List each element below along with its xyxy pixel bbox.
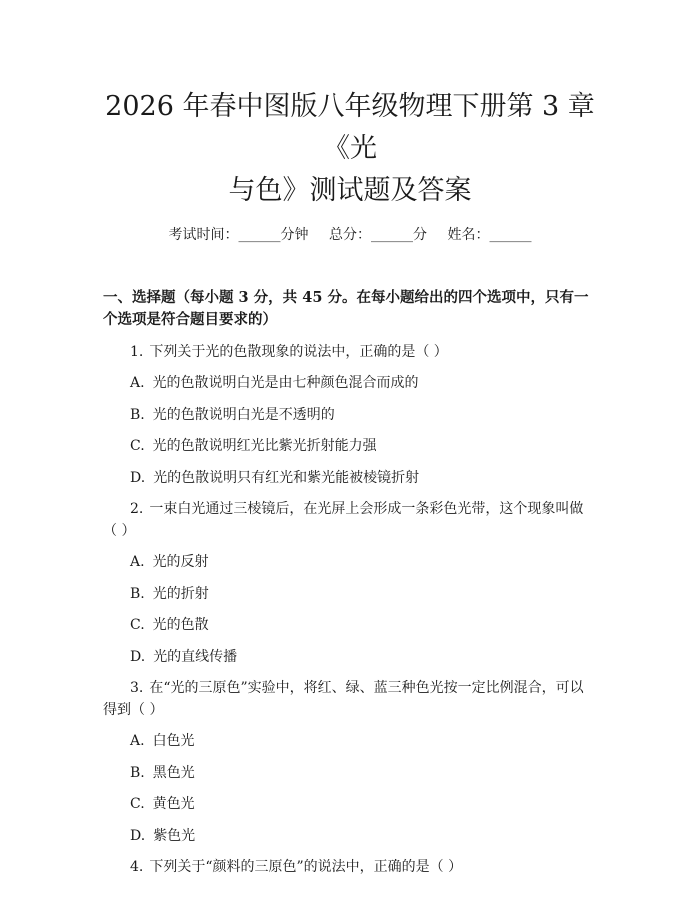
title-line-1: 2026 年春中图版八年级物理下册第 3 章《光 [105, 91, 595, 164]
option-1c [103, 435, 597, 457]
question-text: 下列关于光的色散现象的说法中，正确的是（ ） [149, 344, 448, 360]
option-text: 光的反射 [152, 554, 209, 570]
option-1d [103, 467, 597, 489]
option-label: C. [130, 617, 145, 633]
question-1 [103, 341, 597, 363]
option-3d [103, 825, 597, 847]
question-text: 在“光的三原色”实验中，将红、绿、蓝三种色光按一定比例混合，可以得到（ ） [103, 680, 584, 718]
section-heading: 一、选择题（每小题 3 分，共 45 分。在每小题给出的四个选项中，只有一个选项是符合题目要求的） [103, 289, 589, 328]
option-label: D. [130, 469, 146, 486]
question-number: 3. [130, 680, 144, 696]
option-label: B. [130, 764, 145, 781]
option-label: B. [130, 406, 145, 423]
option-text: 白色光 [152, 733, 195, 749]
option-text: 光的色散说明白光是由七种颜色混合而成的 [152, 375, 419, 391]
student-name-field: 姓名：______ [447, 227, 532, 243]
option-text: 光的折射 [152, 585, 209, 602]
total-score-field: 总分：______分 [329, 227, 427, 243]
option-2c [103, 614, 597, 636]
option-text: 光的直线传播 [153, 648, 238, 665]
question-4 [103, 856, 597, 878]
option-1b [103, 404, 597, 426]
option-text: 紫色光 [153, 827, 196, 844]
option-3b [103, 762, 597, 784]
option-3c [103, 793, 597, 815]
option-label: A. [130, 375, 145, 391]
option-text: 黑色光 [152, 764, 195, 781]
question-text: 一束白光通过三棱镜后，在光屏上会形成一条彩色光带，这个现象叫做（ ） [103, 501, 584, 539]
title-line-2: 与色》测试题及答案 [228, 175, 472, 206]
question-number: 1. [130, 344, 144, 360]
option-text: 光的色散说明白光是不透明的 [152, 406, 335, 423]
option-text: 光的色散 [152, 617, 209, 633]
option-3a [103, 730, 597, 752]
exam-info [103, 225, 597, 245]
question-text: 下列关于“颜料的三原色”的说法中，正确的是（ ） [149, 859, 463, 875]
option-label: C. [130, 796, 145, 812]
option-1a [103, 372, 597, 394]
page-title [103, 0, 597, 212]
option-label: D. [130, 648, 146, 665]
question-3 [103, 677, 597, 721]
option-2d [103, 646, 597, 668]
option-label: A. [130, 733, 145, 749]
option-label: D. [130, 827, 146, 844]
option-label: A. [130, 554, 145, 570]
option-label: B. [130, 585, 145, 602]
question-number: 4. [130, 859, 144, 875]
option-label: C. [130, 438, 145, 454]
option-text: 光的色散说明只有红光和紫光能被棱镜折射 [153, 469, 420, 486]
option-text: 黄色光 [152, 796, 195, 812]
option-2a [103, 551, 597, 573]
option-text: 光的色散说明红光比紫光折射能力强 [152, 438, 377, 454]
question-number: 2. [130, 501, 144, 517]
question-list [103, 341, 597, 878]
option-2b [103, 583, 597, 605]
exam-time-field: 考试时间：______分钟 [168, 227, 309, 243]
question-2 [103, 498, 597, 542]
